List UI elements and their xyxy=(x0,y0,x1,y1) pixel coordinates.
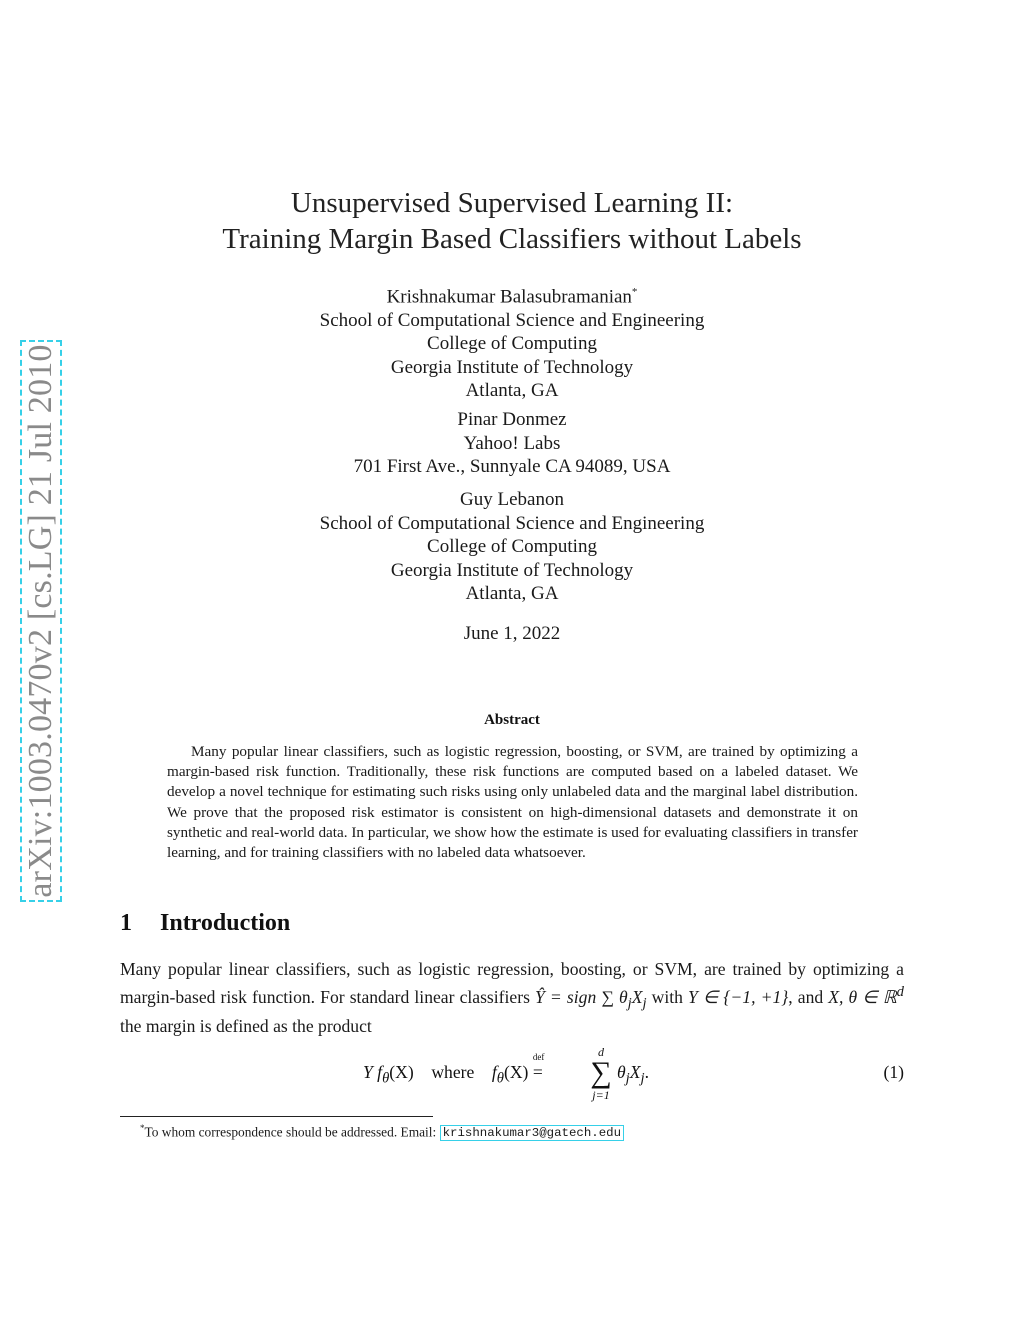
equation-where: where xyxy=(431,1062,475,1082)
affiliation-line: College of Computing xyxy=(427,536,597,557)
affiliation-line: School of Computational Science and Engineering xyxy=(319,512,705,534)
intro-text: Many popular linear classifiers, such as logistic regression, boosting, or SVM, are trained by optimizing a margin-based risk function. For standard linear classifiers xyxy=(120,959,904,1007)
author-block-2 xyxy=(0,408,1024,479)
author-block-3 xyxy=(0,488,1024,606)
intro-text: with xyxy=(651,986,683,1007)
author-name: Guy Lebanon xyxy=(460,489,564,510)
affiliation-line: Atlanta, GA xyxy=(465,380,559,402)
affiliation-line: Atlanta, GA xyxy=(465,583,559,604)
display-equation xyxy=(120,1046,904,1108)
inline-formula: Ŷ = sign ∑ $\theta_jX_j$ xyxy=(535,986,647,1012)
intro-text: , and xyxy=(788,986,824,1007)
paper-date: June 1, 2022 xyxy=(463,623,561,644)
paper-title-line-2: Training Margin Based Classifiers without Labels xyxy=(222,223,802,255)
abstract-text: Many popular linear classifiers, such as logistic regression, boosting, or SVM, are trained by optimizing a margin-based risk function. Traditionally, these risk functions are computed based on a labeled dataset. We develop a novel technique for estimating such risks using only unlabeled data and the marginal label distribution. We prove that the proposed risk estimator is consistent on high-dimensional datasets and demonstrate it on synthetic and real-world data. In particular, we show how the estimate is used for evaluating classifiers in transfer learning, and for training classifiers with no labeled data whatsoever. xyxy=(167,743,858,862)
email-link[interactable]: krishnakumar3@gatech.edu xyxy=(440,1125,624,1141)
section-title: Introduction xyxy=(160,910,291,936)
inline-formula: Y ∈ {−1, +1} xyxy=(688,986,789,1007)
author-name: Krishnakumar Balasubramanian xyxy=(386,286,632,308)
affiliation-line: 701 First Ave., Sunnyale CA 94089, USA xyxy=(353,456,671,477)
arxiv-stamp-text: arXiv:1003.0470v2 [cs.LG] 21 Jul 2010 xyxy=(22,344,59,898)
intro-paragraph xyxy=(120,958,904,1038)
section-heading xyxy=(120,910,290,937)
paper-title-line-1: Unsupervised Supervised Learning II: xyxy=(290,187,734,219)
affiliation-line: Yahoo! Labs xyxy=(463,432,561,454)
affiliation-line: Georgia Institute of Technology xyxy=(390,559,634,581)
section-number: 1 xyxy=(120,910,132,936)
affiliation-line: Georgia Institute of Technology xyxy=(390,356,634,378)
intro-text: the margin is defined as the product xyxy=(120,1016,372,1037)
author-block-1 xyxy=(0,281,1024,403)
paper-title xyxy=(0,185,1024,257)
affiliation-line: School of Computational Science and Engineering xyxy=(319,309,705,331)
equation-number: (1) xyxy=(883,1062,904,1082)
footnote-text: To whom correspondence should be addressed. Email: xyxy=(144,1124,440,1140)
affiliation-line: College of Computing xyxy=(427,333,597,355)
inline-formula: X, θ ∈ ℝ$^d$ xyxy=(828,984,904,1007)
footnote-rule xyxy=(120,1116,433,1117)
author-name: Pinar Donmez xyxy=(457,409,567,430)
author-footnote-mark: * xyxy=(631,286,638,298)
abstract-heading: Abstract xyxy=(484,712,540,728)
defined-as-symbol: def = xyxy=(532,1052,545,1082)
equation-lhs: Y $f_\theta(X)$ where $f_\theta(X)$ def = xyxy=(363,1052,545,1087)
summation: d ∑ j=1 xyxy=(590,1045,612,1102)
footnote-mark: * xyxy=(140,1123,145,1133)
equation-term: $\theta_jX_j$. xyxy=(617,1062,649,1087)
footnote xyxy=(140,1123,624,1140)
